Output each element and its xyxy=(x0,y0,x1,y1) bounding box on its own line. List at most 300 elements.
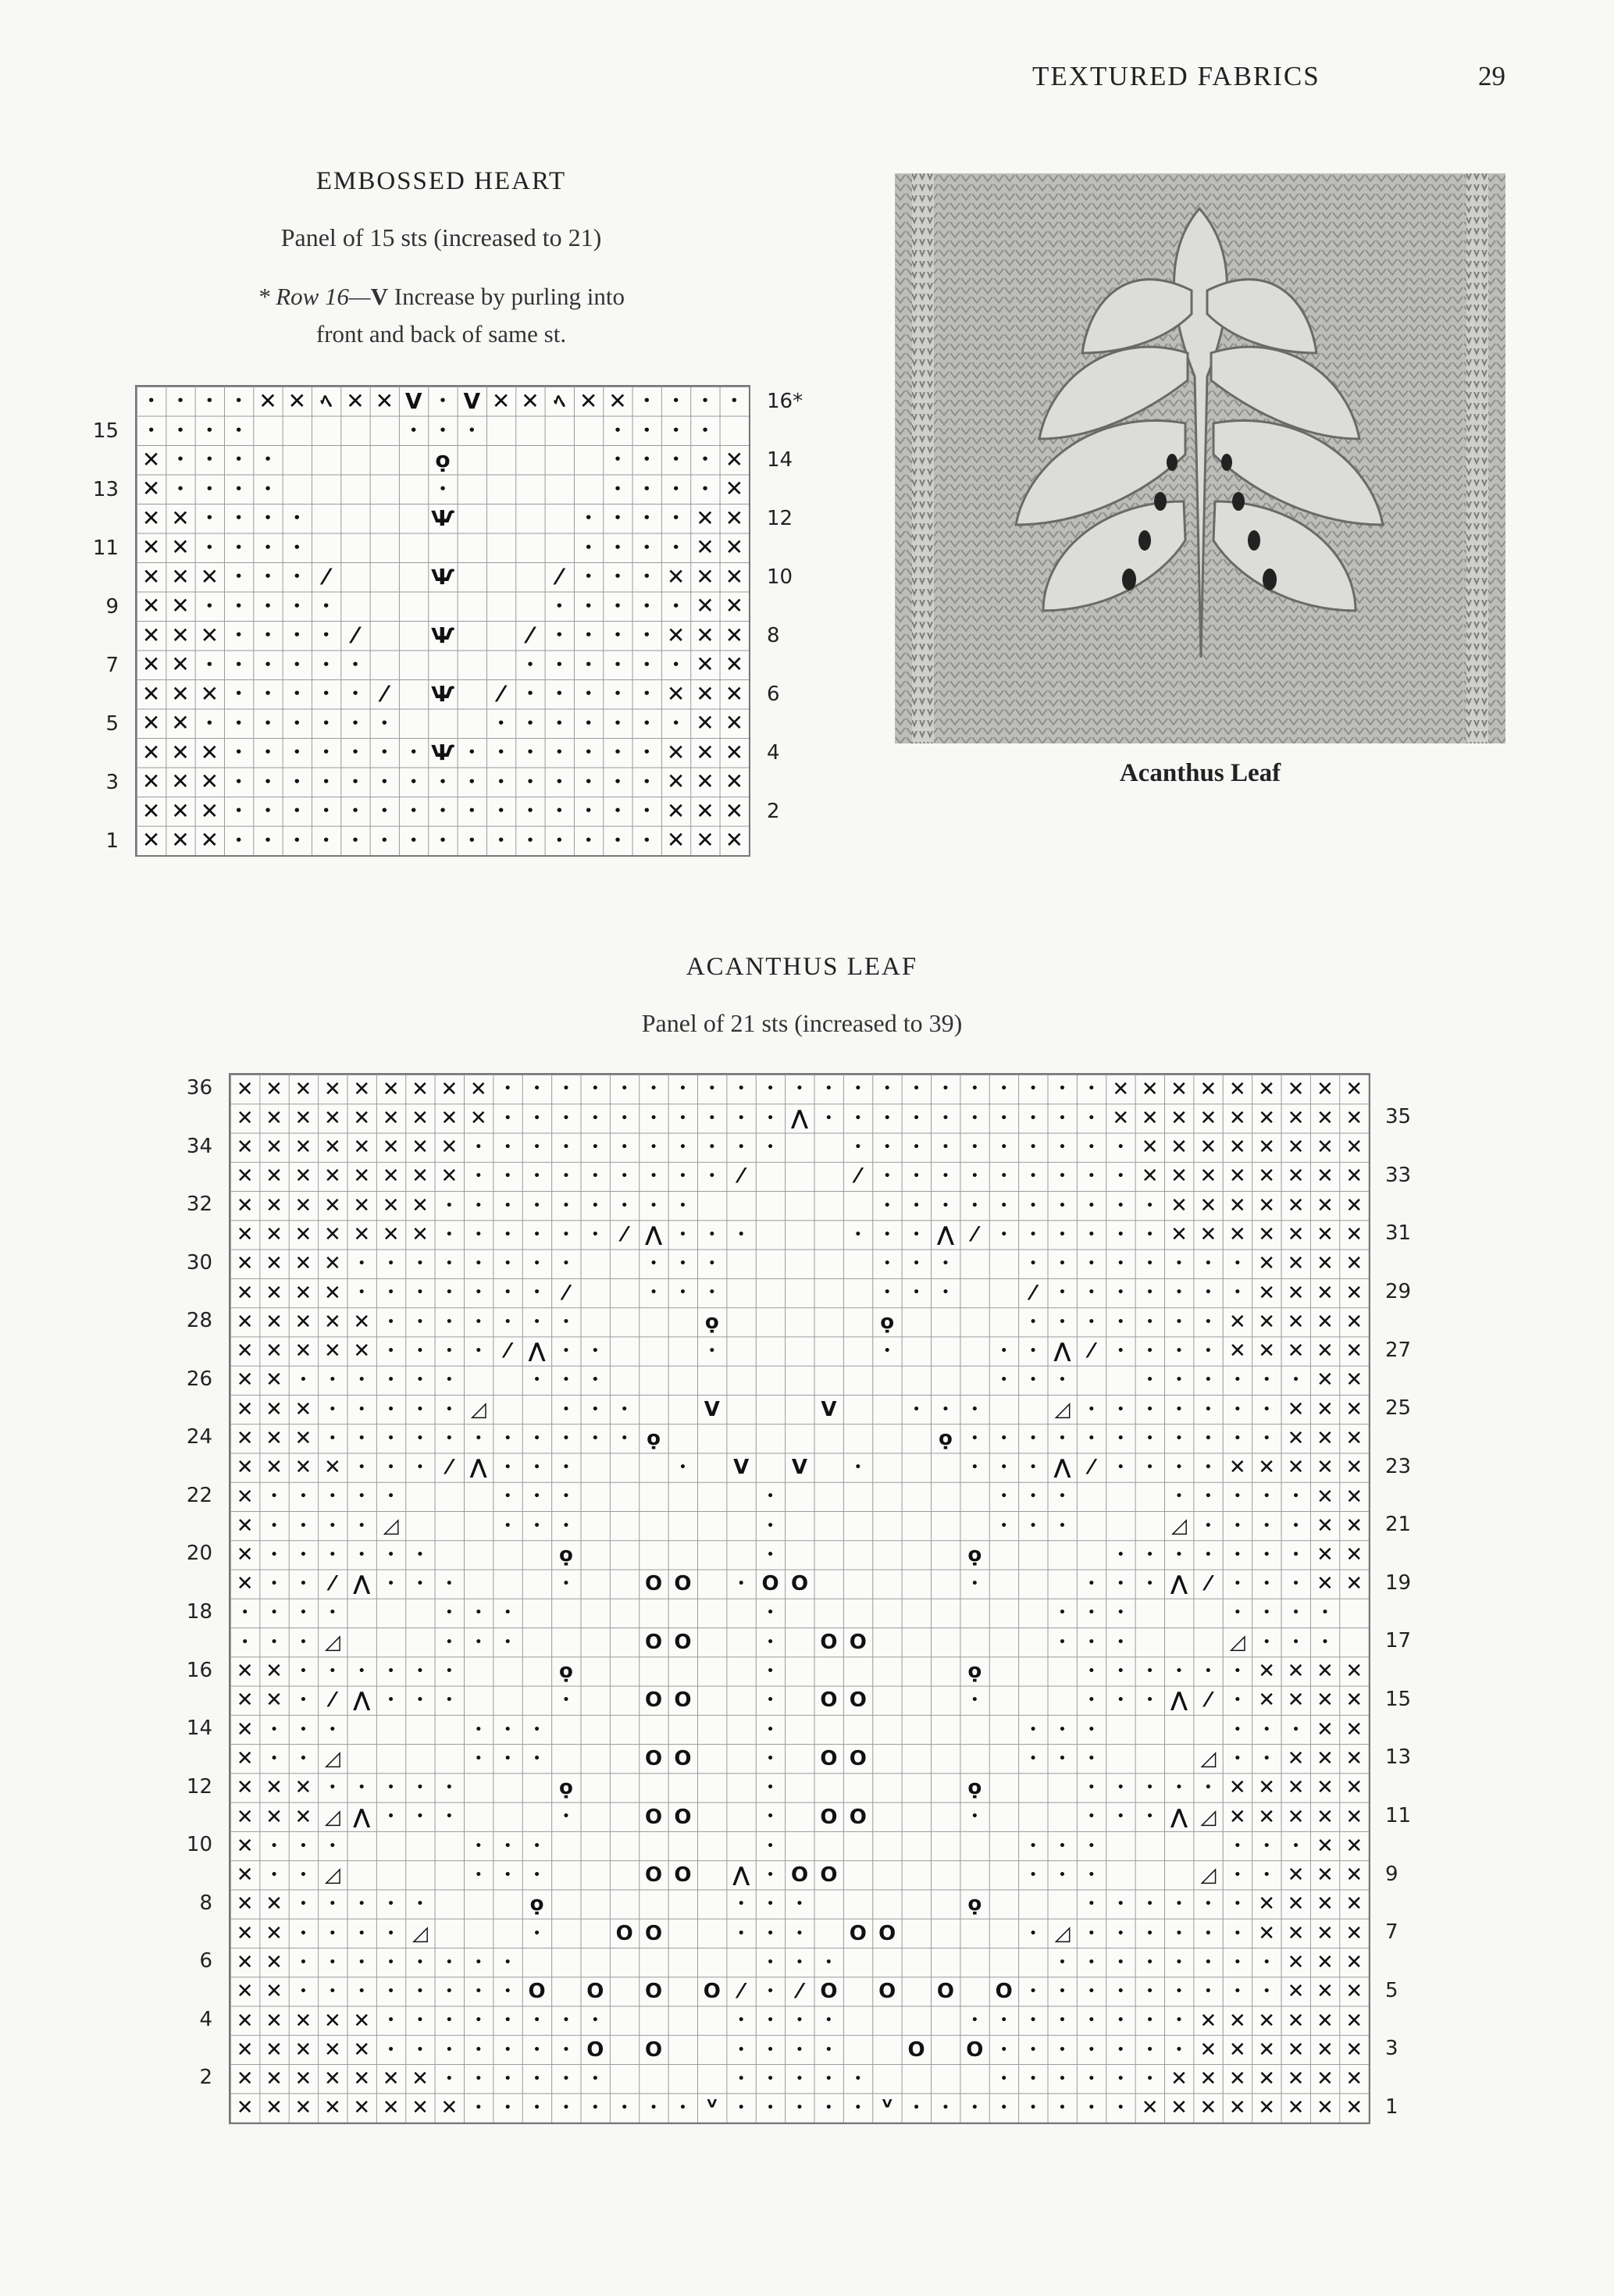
leaf-cell-purl-cross: ✕ xyxy=(412,1136,429,1160)
leaf-cell-blank xyxy=(697,1424,726,1453)
heart-cell-knit-dot: • xyxy=(234,540,243,554)
heart-cell-knit-dot: • xyxy=(672,394,680,408)
leaf-cell-blank xyxy=(668,2064,697,2093)
leaf-cell-purl-cross: ✕ xyxy=(323,1252,341,1276)
leaf-cell-blank xyxy=(610,2006,639,2035)
heart-cell-knit-dot: • xyxy=(439,774,447,789)
leaf-cell-inc-loop: ⱽ xyxy=(882,2096,893,2120)
leaf-cell-purl-cross: ✕ xyxy=(353,1136,371,1160)
leaf-cell-decrease-left: ◿ xyxy=(383,1513,399,1538)
leaf-cell-knit-dot: • xyxy=(1029,1141,1037,1154)
heart-right-row-number: 16* xyxy=(767,390,803,413)
heart-cell-blank xyxy=(370,651,399,680)
leaf-cell-blank xyxy=(464,1570,493,1599)
heart-cell-blank xyxy=(458,651,486,680)
leaf-cell-purl-cross: ✕ xyxy=(412,1106,429,1130)
heart-cell-purl-cross: ✕ xyxy=(171,563,190,590)
leaf-cell-blank xyxy=(989,1861,1018,1890)
leaf-cell-knit-dot: • xyxy=(387,1403,395,1416)
heart-cell-knit-dot: • xyxy=(205,452,214,467)
leaf-cell-double-decrease: ⋀ xyxy=(1053,1339,1071,1364)
leaf-cell-yarn-over: O xyxy=(849,1630,867,1654)
leaf-cell-knit-dot: • xyxy=(1088,1141,1096,1154)
leaf-cell-knit-dot: • xyxy=(562,1170,570,1183)
leaf-cell-purl-cross: ✕ xyxy=(323,1136,341,1160)
heart-right-row-number: 14 xyxy=(767,448,793,472)
leaf-cell-blank xyxy=(347,1744,376,1773)
leaf-cell-purl-cross: ✕ xyxy=(323,2038,341,2062)
heart-cell-purl-cross: ✕ xyxy=(725,768,744,795)
leaf-left-row-number: 22 xyxy=(186,1483,212,1507)
leaf-cell-knit-dot: • xyxy=(1263,1578,1270,1591)
leaf-cell-double-decrease: ⋀ xyxy=(1170,1688,1188,1713)
leaf-cell-knit-dot: • xyxy=(708,1257,716,1271)
leaf-cell-knit-dot: • xyxy=(533,2014,541,2027)
heart-cell-purl-cross: ✕ xyxy=(725,446,744,472)
leaf-cell-double-decrease: ⋀ xyxy=(1170,1805,1188,1829)
leaf-cell-knit-dot: • xyxy=(299,1927,308,1940)
heart-cell-knit-dot: • xyxy=(584,569,593,584)
leaf-cell-knit-dot: • xyxy=(445,1403,453,1416)
leaf-cell-purl-cross: ✕ xyxy=(236,1136,254,1160)
leaf-cell-knit-dot: • xyxy=(883,1228,891,1241)
leaf-cell-knit-dot: • xyxy=(475,2072,483,2085)
leaf-right-row-number: 31 xyxy=(1385,1221,1412,1246)
heart-cell-purl-cross: ✕ xyxy=(725,593,744,619)
leaf-cell-blank xyxy=(902,1570,931,1599)
heart-cell-knit-dot: • xyxy=(409,832,418,847)
leaf-cell-knit-dot: • xyxy=(1117,1578,1124,1591)
leaf-cell-knit-dot: • xyxy=(1117,1956,1124,1969)
note-symbol: V xyxy=(370,283,389,310)
leaf-cell-purl-cross: ✕ xyxy=(1228,1805,1246,1829)
leaf-cell-blank xyxy=(814,1278,843,1307)
leaf-cell-blank xyxy=(639,1540,668,1569)
leaf-cell-knit-dot: • xyxy=(1204,1985,1212,1998)
leaf-cell-blank xyxy=(814,1831,843,1860)
heart-cell-knit-dot: • xyxy=(555,774,564,789)
heart-cell-knit-dot: • xyxy=(351,832,359,847)
leaf-cell-purl-cross: ✕ xyxy=(265,1136,283,1160)
leaf-cell-knit-dot: • xyxy=(445,1694,453,1707)
heart-left-row-number: 15 xyxy=(92,419,119,443)
leaf-cell-blank xyxy=(902,2064,931,2093)
heart-cell-purl-cross: ✕ xyxy=(287,387,307,414)
leaf-cell-knit-dot: • xyxy=(942,1082,950,1096)
leaf-cell-purl-cross: ✕ xyxy=(382,1077,400,1101)
leaf-cell-blank xyxy=(727,1540,756,1569)
leaf-cell-knit-dot: • xyxy=(1058,1374,1067,1387)
leaf-cell-knit-dot: • xyxy=(270,1548,278,1561)
leaf-cell-knit-dot: • xyxy=(562,1403,570,1416)
leaf-cell-knit-dot: • xyxy=(1058,1228,1067,1241)
leaf-cell-blank xyxy=(1018,1948,1047,1977)
leaf-cell-blank xyxy=(668,1599,697,1628)
leaf-cell-blank xyxy=(464,1482,493,1511)
leaf-cell-blank xyxy=(785,1278,814,1307)
leaf-cell-blank xyxy=(785,1511,814,1540)
leaf-cell-blank xyxy=(639,1715,668,1744)
leaf-cell-blank xyxy=(843,1482,872,1511)
heart-cell-purl-cross: ✕ xyxy=(171,768,190,795)
leaf-cell-purl-cross: ✕ xyxy=(294,2096,312,2120)
heart-cell-purl-cross: ✕ xyxy=(200,563,219,590)
leaf-cell-blank xyxy=(989,1628,1018,1656)
leaf-cell-knit-dot: • xyxy=(504,1752,511,1765)
leaf-cell-blank xyxy=(989,1395,1018,1424)
leaf-cell-knit-dot: • xyxy=(971,1431,978,1445)
leaf-cell-blank xyxy=(1194,1715,1223,1744)
leaf-cell-purl-cross: ✕ xyxy=(1287,1805,1305,1829)
leaf-cell-blank xyxy=(493,1570,522,1599)
leaf-cell-knit-dot: • xyxy=(241,1606,249,1620)
leaf-cell-knit-dot: • xyxy=(562,1315,570,1328)
heart-cell-knit-dot: • xyxy=(584,657,593,672)
leaf-cell-knit-dot: • xyxy=(1175,1257,1183,1271)
leaf-cell-knit-dot: • xyxy=(679,1141,687,1154)
leaf-cell-blank xyxy=(814,1657,843,1686)
leaf-cell-blank xyxy=(610,1570,639,1599)
leaf-cell-blank xyxy=(960,1861,989,1890)
leaf-cell-knit-dot: • xyxy=(1088,1315,1096,1328)
leaf-cell-purl-cross: ✕ xyxy=(382,1106,400,1130)
leaf-cell-knit-dot: • xyxy=(387,2043,395,2056)
heart-cell-knit-dot: • xyxy=(234,804,243,818)
leaf-left-row-number: 2 xyxy=(199,2066,212,2090)
leaf-cell-knit-dot: • xyxy=(562,1490,570,1503)
leaf-cell-blank xyxy=(989,1948,1018,1977)
leaf-cell-knit-dot: • xyxy=(1088,1257,1096,1271)
heart-cell-blank xyxy=(283,445,312,475)
leaf-cell-knit-dot: • xyxy=(562,1694,570,1707)
leaf-cell-knit-dot: • xyxy=(387,1431,395,1445)
leaf-cell-blank xyxy=(814,1162,843,1191)
leaf-cell-knit-dot: • xyxy=(358,1985,365,1998)
heart-left-row-number: 5 xyxy=(105,711,119,736)
heart-cell-knit-dot: • xyxy=(526,804,534,818)
leaf-cell-blank xyxy=(610,1250,639,1278)
leaf-cell-purl-cross: ✕ xyxy=(1345,2096,1363,2120)
leaf-cell-knit-dot: • xyxy=(504,1286,511,1300)
heart-cell-purl-cross: ✕ xyxy=(725,797,744,824)
leaf-cell-blank xyxy=(727,1831,756,1860)
leaf-cell-blank xyxy=(931,1919,960,1948)
leaf-right-row-number: 23 xyxy=(1385,1454,1412,1478)
leaf-cell-purl-cross: ✕ xyxy=(440,1164,458,1189)
leaf-cell-purl-cross: ✕ xyxy=(1287,1426,1305,1450)
leaf-cell-purl-cross: ✕ xyxy=(1345,1660,1363,1684)
leaf-cell-yarn-over: O xyxy=(586,2038,604,2062)
leaf-cell-blank xyxy=(931,1511,960,1540)
leaf-cell-knit-dot: • xyxy=(1234,1839,1242,1852)
leaf-cell-blank xyxy=(347,1599,376,1628)
heart-cell-knit-dot: • xyxy=(672,715,680,730)
leaf-cell-knit-dot: • xyxy=(1058,1431,1067,1445)
leaf-cell-knit-dot: • xyxy=(1204,1548,1212,1561)
leaf-cell-blank xyxy=(639,1831,668,1860)
leaf-cell-blank xyxy=(843,1337,872,1366)
leaf-cell-knit-dot: • xyxy=(912,1141,921,1154)
leaf-cell-knit-dot: • xyxy=(650,1286,657,1300)
leaf-cell-knit-dot: • xyxy=(1175,1344,1183,1357)
heart-cell-purl-cross: ✕ xyxy=(171,534,190,561)
leaf-cell-yarn-over: O xyxy=(528,1980,546,2004)
leaf-cell-knit-dot: • xyxy=(767,1868,775,1881)
leaf-cell-increase: V xyxy=(704,1397,720,1421)
leaf-cell-knit-dot: • xyxy=(445,1606,453,1620)
leaf-cell-knit-dot: • xyxy=(737,2043,745,2056)
heart-cell-knit-dot: • xyxy=(584,598,593,613)
leaf-cell-knit-dot: • xyxy=(1058,1170,1067,1183)
leaf-cell-knit-dot: • xyxy=(1088,1665,1096,1678)
leaf-cell-yarn-over-dot: ọ xyxy=(880,1310,895,1334)
leaf-cell-purl-cross: ✕ xyxy=(1228,1456,1246,1480)
leaf-cell-blank xyxy=(872,1511,901,1540)
leaf-cell-blank xyxy=(639,1366,668,1395)
leaf-cell-knit-dot: • xyxy=(533,1519,541,1532)
leaf-cell-knit-dot: • xyxy=(562,1141,570,1154)
heart-cell-knit-dot: • xyxy=(264,598,272,613)
leaf-cell-knit-dot: • xyxy=(1204,1374,1212,1387)
leaf-cell-blank xyxy=(902,1948,931,1977)
leaf-cell-knit-dot: • xyxy=(737,1082,745,1096)
leaf-cell-knit-dot: • xyxy=(445,1781,453,1795)
leaf-cell-knit-dot: • xyxy=(504,1082,511,1096)
leaf-cell-knit-dot: • xyxy=(475,1839,483,1852)
leaf-cell-purl-cross: ✕ xyxy=(265,1776,283,1800)
leaf-cell-purl-cross: ✕ xyxy=(1316,1106,1334,1130)
leaf-cell-blank xyxy=(610,1890,639,1919)
leaf-cell-blank xyxy=(960,1307,989,1336)
leaf-cell-blank xyxy=(756,1337,785,1366)
leaf-cell-knit-dot: • xyxy=(796,2072,803,2085)
leaf-cell-knit-dot: • xyxy=(387,1344,395,1357)
leaf-cell-blank xyxy=(989,1715,1018,1744)
leaf-cell-knit-dot: • xyxy=(1058,1985,1067,1998)
heart-cell-blank xyxy=(486,416,515,446)
leaf-right-row-number: 29 xyxy=(1385,1279,1412,1303)
leaf-cell-knit-dot: • xyxy=(1088,1635,1096,1649)
leaf-cell-blank xyxy=(960,1831,989,1860)
leaf-cell-purl-cross: ✕ xyxy=(1345,1252,1363,1276)
leaf-cell-purl-cross: ✕ xyxy=(1345,1543,1363,1567)
leaf-cell-knit-dot: • xyxy=(416,1431,424,1445)
leaf-cell-blank xyxy=(581,1540,610,1569)
leaf-cell-knit-dot: • xyxy=(1088,2102,1096,2115)
leaf-cell-knit-dot: • xyxy=(1234,1752,1242,1765)
leaf-cell-knit-dot: • xyxy=(679,1082,687,1096)
heart-cell-blank xyxy=(720,416,749,446)
acanthus-leaf-chart xyxy=(229,1073,1370,2124)
heart-cell-purl-cross: ✕ xyxy=(666,768,686,795)
leaf-cell-blank xyxy=(872,1540,901,1569)
leaf-cell-knit-dot: • xyxy=(1117,2043,1124,2056)
leaf-cell-purl-cross: ✕ xyxy=(1345,1310,1363,1334)
heart-cell-knit-dot: • xyxy=(555,832,564,847)
leaf-cell-blank xyxy=(931,1453,960,1482)
leaf-cell-blank xyxy=(872,1890,901,1919)
leaf-cell-blank xyxy=(872,1774,901,1802)
heart-cell-blank xyxy=(486,592,515,622)
leaf-cell-knit-dot: • xyxy=(1117,1898,1124,1911)
leaf-cell-knit-dot: • xyxy=(737,1898,745,1911)
leaf-cell-blank xyxy=(843,1278,872,1307)
leaf-cell-inc-loop: ⱽ xyxy=(707,2096,718,2120)
heart-cell-purl-cross: ✕ xyxy=(141,797,161,824)
leaf-cell-knit-dot: • xyxy=(475,1868,483,1881)
heart-cell-decrease: ⁄ xyxy=(324,563,328,590)
leaf-cell-knit-dot: • xyxy=(1000,1461,1008,1474)
leaf-cell-blank xyxy=(1018,1599,1047,1628)
leaf-cell-blank xyxy=(464,1540,493,1569)
leaf-cell-blank xyxy=(1018,1540,1047,1569)
leaf-cell-knit-dot: • xyxy=(591,1170,599,1183)
heart-cell-blank xyxy=(370,504,399,533)
leaf-cell-knit-dot: • xyxy=(591,2014,599,2027)
leaf-right-row-number: 15 xyxy=(1385,1687,1412,1711)
leaf-cell-purl-cross: ✕ xyxy=(1345,1747,1363,1771)
leaf-cell-knit-dot: • xyxy=(591,2102,599,2115)
heart-right-row-number: 2 xyxy=(767,800,780,823)
heart-cell-blank xyxy=(370,445,399,475)
leaf-cell-knit-dot: • xyxy=(1292,1490,1300,1503)
leaf-cell-knit-dot: • xyxy=(1204,1490,1212,1503)
heart-cell-purl-cross: ✕ xyxy=(725,563,744,590)
leaf-cell-blank xyxy=(960,1599,989,1628)
leaf-cell-decrease-left: ◿ xyxy=(470,1397,486,1421)
leaf-cell-blank xyxy=(727,1424,756,1453)
leaf-cell-blank xyxy=(522,1570,551,1599)
heart-cell-knit-dot: • xyxy=(584,628,593,643)
leaf-cell-blank xyxy=(727,1774,756,1802)
heart-cell-bobble: ﾍ xyxy=(554,387,565,414)
heart-cell-knit-dot: • xyxy=(264,511,272,526)
heart-cell-knit-dot: • xyxy=(293,628,301,643)
leaf-cell-knit-dot: • xyxy=(1088,1868,1096,1881)
leaf-cell-purl-cross: ✕ xyxy=(1287,1339,1305,1364)
leaf-cell-yarn-over: O xyxy=(820,1688,838,1713)
heart-cell-purl-cross: ✕ xyxy=(579,387,598,414)
heart-cell-knit-dot: • xyxy=(526,745,534,760)
leaf-cell-knit-dot: • xyxy=(358,1374,365,1387)
heart-cell-blank xyxy=(458,533,486,563)
leaf-cell-knit-dot: • xyxy=(1117,2014,1124,2027)
leaf-cell-blank xyxy=(902,1366,931,1395)
leaf-cell-blank xyxy=(697,1919,726,1948)
leaf-cell-knit-dot: • xyxy=(796,2102,803,2115)
leaf-cell-purl-cross: ✕ xyxy=(1287,1892,1305,1916)
leaf-cell-yarn-over: O xyxy=(586,1980,604,2004)
leaf-cell-purl-cross: ✕ xyxy=(1199,1193,1217,1218)
leaf-cell-knit-dot: • xyxy=(796,2043,803,2056)
leaf-cell-knit-dot: • xyxy=(329,1548,337,1561)
leaf-cell-knit-dot: • xyxy=(533,1752,541,1765)
leaf-cell-blank xyxy=(551,1948,580,1977)
leaf-cell-knit-dot: • xyxy=(679,1461,687,1474)
leaf-cell-purl-cross: ✕ xyxy=(294,1426,312,1450)
leaf-right-row-number: 9 xyxy=(1385,1862,1398,1886)
heart-cell-triple-increase: Ѱ xyxy=(430,739,455,765)
leaf-cell-knit-dot: • xyxy=(504,1868,511,1881)
leaf-cell-blank xyxy=(435,1890,464,1919)
leaf-cell-purl-cross: ✕ xyxy=(294,1193,312,1218)
heart-cell-blank xyxy=(515,504,544,533)
heart-cell-knit-dot: • xyxy=(380,832,389,847)
leaf-cell-purl-cross: ✕ xyxy=(1345,1892,1363,1916)
leaf-cell-blank xyxy=(347,1628,376,1656)
leaf-cell-knit-dot: • xyxy=(1029,1752,1037,1765)
leaf-cell-purl-cross: ✕ xyxy=(1258,2038,1276,2062)
leaf-cell-blank xyxy=(989,1774,1018,1802)
leaf-cell-purl-cross: ✕ xyxy=(1316,1426,1334,1450)
leaf-cell-knit-dot: • xyxy=(708,1111,716,1125)
leaf-cell-yarn-over: O xyxy=(966,2038,984,2062)
leaf-cell-purl-cross: ✕ xyxy=(1258,2009,1276,2033)
leaf-cell-blank xyxy=(902,1744,931,1773)
leaf-cell-blank xyxy=(493,1919,522,1948)
leaf-cell-blank xyxy=(1340,1599,1369,1628)
leaf-cell-blank xyxy=(347,1831,376,1860)
leaf-cell-knit-dot: • xyxy=(1263,1752,1270,1765)
heart-right-row-number: 10 xyxy=(767,565,793,589)
leaf-cell-blank xyxy=(493,1657,522,1686)
leaf-cell-purl-cross: ✕ xyxy=(1228,1106,1246,1130)
heart-cell-knit-dot: • xyxy=(584,686,593,701)
leaf-cell-purl-cross: ✕ xyxy=(469,1077,487,1101)
heart-cell-blank xyxy=(428,592,457,622)
leaf-cell-knit-dot: • xyxy=(1117,2102,1124,2115)
leaf-cell-knit-dot: • xyxy=(942,2102,950,2115)
heart-left-row-number: 1 xyxy=(105,829,119,853)
leaf-cell-knit-dot: • xyxy=(416,1665,424,1678)
leaf-cell-knit-dot: • xyxy=(387,1985,395,1998)
leaf-cell-yarn-over: O xyxy=(674,1747,692,1771)
heart-cell-knit-dot: • xyxy=(351,657,359,672)
leaf-cell-blank xyxy=(843,1424,872,1453)
leaf-cell-knit-dot: • xyxy=(445,1344,453,1357)
leaf-cell-knit-dot: • xyxy=(621,1141,629,1154)
leaf-cell-knit-dot: • xyxy=(942,1403,950,1416)
leaf-cell-blank xyxy=(960,1482,989,1511)
leaf-cell-blank xyxy=(1340,1628,1369,1656)
leaf-cell-yarn-over: O xyxy=(849,1747,867,1771)
leaf-cell-knit-dot: • xyxy=(1058,1723,1067,1736)
leaf-cell-purl-cross: ✕ xyxy=(1258,1223,1276,1247)
leaf-cell-blank xyxy=(756,1162,785,1191)
leaf-cell-purl-cross: ✕ xyxy=(294,1136,312,1160)
heart-cell-knit-dot: • xyxy=(584,540,593,554)
heart-cell-knit-dot: • xyxy=(205,511,214,526)
heart-cell-blank xyxy=(486,504,515,533)
heart-cell-knit-dot: • xyxy=(264,686,272,701)
leaf-cell-knit-dot: • xyxy=(767,1141,775,1154)
leaf-cell-knit-dot: • xyxy=(1146,2072,1154,2085)
leaf-cell-double-decrease: ⋀ xyxy=(1170,1572,1188,1596)
leaf-cell-blank xyxy=(989,1802,1018,1831)
leaf-cell-purl-cross: ✕ xyxy=(1345,1805,1363,1829)
leaf-cell-purl-cross: ✕ xyxy=(236,1543,254,1567)
heart-cell-knit-dot: • xyxy=(409,745,418,760)
leaf-cell-knit-dot: • xyxy=(475,1956,483,1969)
leaf-cell-purl-cross: ✕ xyxy=(265,1688,283,1713)
leaf-cell-purl-cross: ✕ xyxy=(236,1426,254,1450)
leaf-cell-purl-cross: ✕ xyxy=(1228,1136,1246,1160)
heart-cell-knit-dot: • xyxy=(643,422,651,437)
leaf-cell-knit-dot: • xyxy=(562,2043,570,2056)
leaf-cell-blank xyxy=(727,1337,756,1366)
leaf-cell-knit-dot: • xyxy=(1058,2072,1067,2085)
heart-cell-knit-dot: • xyxy=(409,804,418,818)
